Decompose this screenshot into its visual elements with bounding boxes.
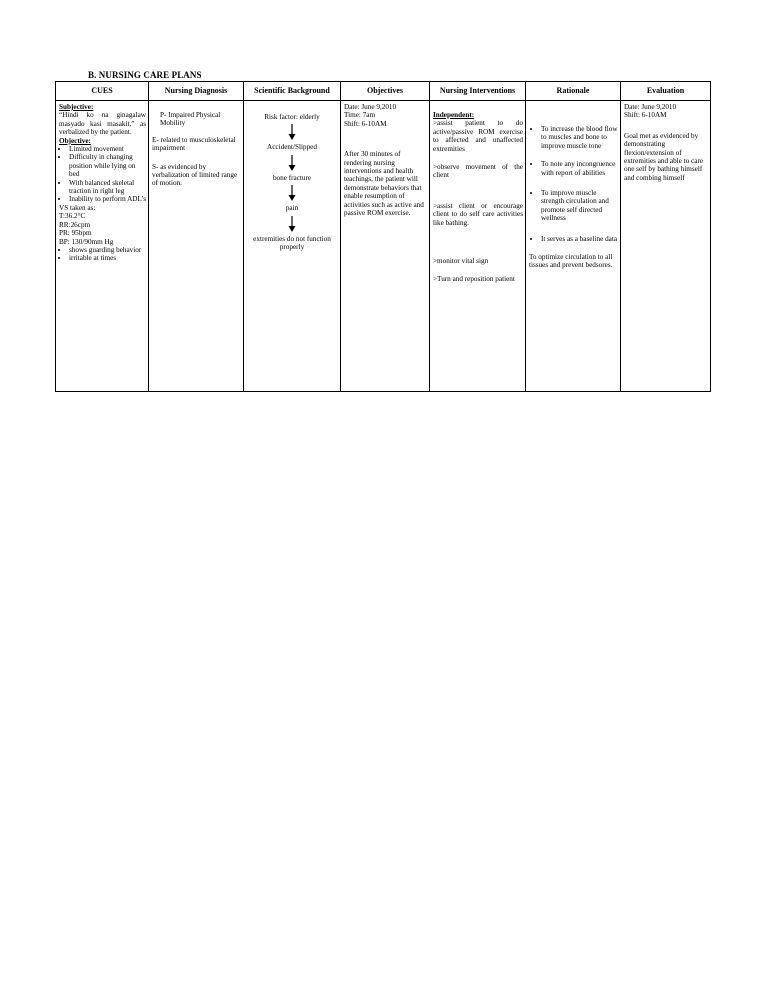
- evaluation-text: Goal met as evidenced by demonstrating flexion/extension of extremities and able to care one self by bathing himself and combing himself: [624, 131, 704, 182]
- vs-temp: T:36.2°C: [59, 212, 86, 221]
- vs-rr: RR:26cpm: [59, 220, 91, 229]
- diagnosis-etiology: E- related to musculoskeletal impairment: [152, 135, 236, 153]
- background-cell: [244, 101, 341, 392]
- diagnosis-problem: P- Impaired Physical Mobility: [160, 111, 221, 128]
- background-step: pain: [285, 204, 299, 213]
- rationale-last: To optimize circulation to all tissues and prevent bedsores.: [529, 253, 613, 270]
- intervention-item: >observe movement of the client: [433, 163, 523, 180]
- rationale-list: [529, 125, 618, 243]
- header-rationale: Rationale: [526, 82, 621, 101]
- objective-item: • Limited movement: [69, 145, 146, 153]
- objective-item: • Inability to perform ADL’s: [69, 195, 146, 203]
- vs-bp: BP: 130/90mm Hg: [59, 237, 114, 246]
- intervention-item: >monitor vital sign: [433, 257, 489, 266]
- down-arrow-icon: [287, 124, 297, 140]
- other-cues-list: [59, 246, 146, 263]
- down-arrow-icon: [287, 155, 297, 171]
- diagnosis-cell: [149, 101, 244, 392]
- intervention-item: >Turn and reposition patient: [433, 275, 515, 284]
- rationale-cell: [526, 101, 621, 392]
- rationale-item: • To increase the blood flow to muscles and bone to improve muscle tone: [541, 125, 618, 150]
- down-arrow-icon: [287, 185, 297, 201]
- background-step: Risk factor: elderly: [264, 113, 320, 121]
- cues-cell: [56, 101, 149, 392]
- background-step: bone fracture: [272, 173, 312, 182]
- objective-item: • With balanced skeletal traction in right leg: [69, 179, 146, 196]
- header-interventions: Nursing Interventions: [430, 82, 526, 101]
- header-cues: CUES: [56, 82, 149, 101]
- other-cue-item: • shows guarding behavior: [69, 246, 146, 254]
- objectives-text: After 30 minutes of rendering nursing interventions and health teachings, the patient will demonstrate behaviors that enable resumption of activities such as active and passive ROM exercise.: [344, 150, 424, 218]
- subjective-label: Subjective:: [59, 103, 94, 111]
- evaluation-date: Date: June 9,2010: [624, 103, 677, 111]
- other-cue-item: • irritable at times: [69, 254, 146, 262]
- header-diagnosis: Nursing Diagnosis: [149, 82, 244, 101]
- intervention-item: >assist client or encourage client to do self care activities like bathing.: [433, 201, 523, 227]
- evaluation-cell: [621, 101, 711, 392]
- objectives-date: Date: June 9,2010: [344, 103, 397, 111]
- objective-label: Objective:: [59, 136, 91, 145]
- rationale-item: • To improve muscle strength circulation and promote self directed wellness: [541, 189, 618, 223]
- subjective-text: “Hindi ko na ginagalaw masyado kasi masakit,” as verbalized by the patient.: [59, 111, 146, 137]
- nursing-care-plan-table: [55, 81, 711, 392]
- objective-item: • Difficulty in changing position while lying on bed: [69, 153, 146, 178]
- evaluation-shift: Shift: 6-10AM: [624, 111, 667, 120]
- vs-label: VS taken as:: [59, 203, 96, 212]
- interventions-label: Independent:: [433, 111, 475, 119]
- background-step: extremities do not function properly: [253, 234, 331, 252]
- objective-list: [59, 145, 146, 204]
- down-arrow-icon: [287, 216, 297, 232]
- plan-row: [56, 101, 711, 392]
- objectives-shift: Shift: 6-10AM: [344, 119, 387, 128]
- header-evaluation: Evaluation: [621, 82, 711, 101]
- objectives-cell: [341, 101, 430, 392]
- intervention-item: >assist patient to do active/passive ROM exercise to affected and unaffected extremities: [433, 119, 523, 153]
- header-background: Scientific Background: [244, 82, 341, 101]
- objectives-time: Time: 7am: [344, 111, 376, 120]
- diagnosis-signs: S- as evidenced by verbalization of limited range of motion.: [152, 162, 238, 188]
- header-row: [56, 82, 711, 101]
- rationale-item: • It serves as a baseline data: [541, 235, 618, 243]
- interventions-cell: [430, 101, 526, 392]
- header-objectives: Objectives: [341, 82, 430, 101]
- background-step: Accident/Slipped: [267, 143, 317, 152]
- vs-pr: PR: 95bpm: [59, 229, 92, 238]
- section-title: B. NURSING CARE PLANS: [88, 70, 202, 80]
- rationale-item: • To note any incongruence with report of abilities: [541, 160, 618, 177]
